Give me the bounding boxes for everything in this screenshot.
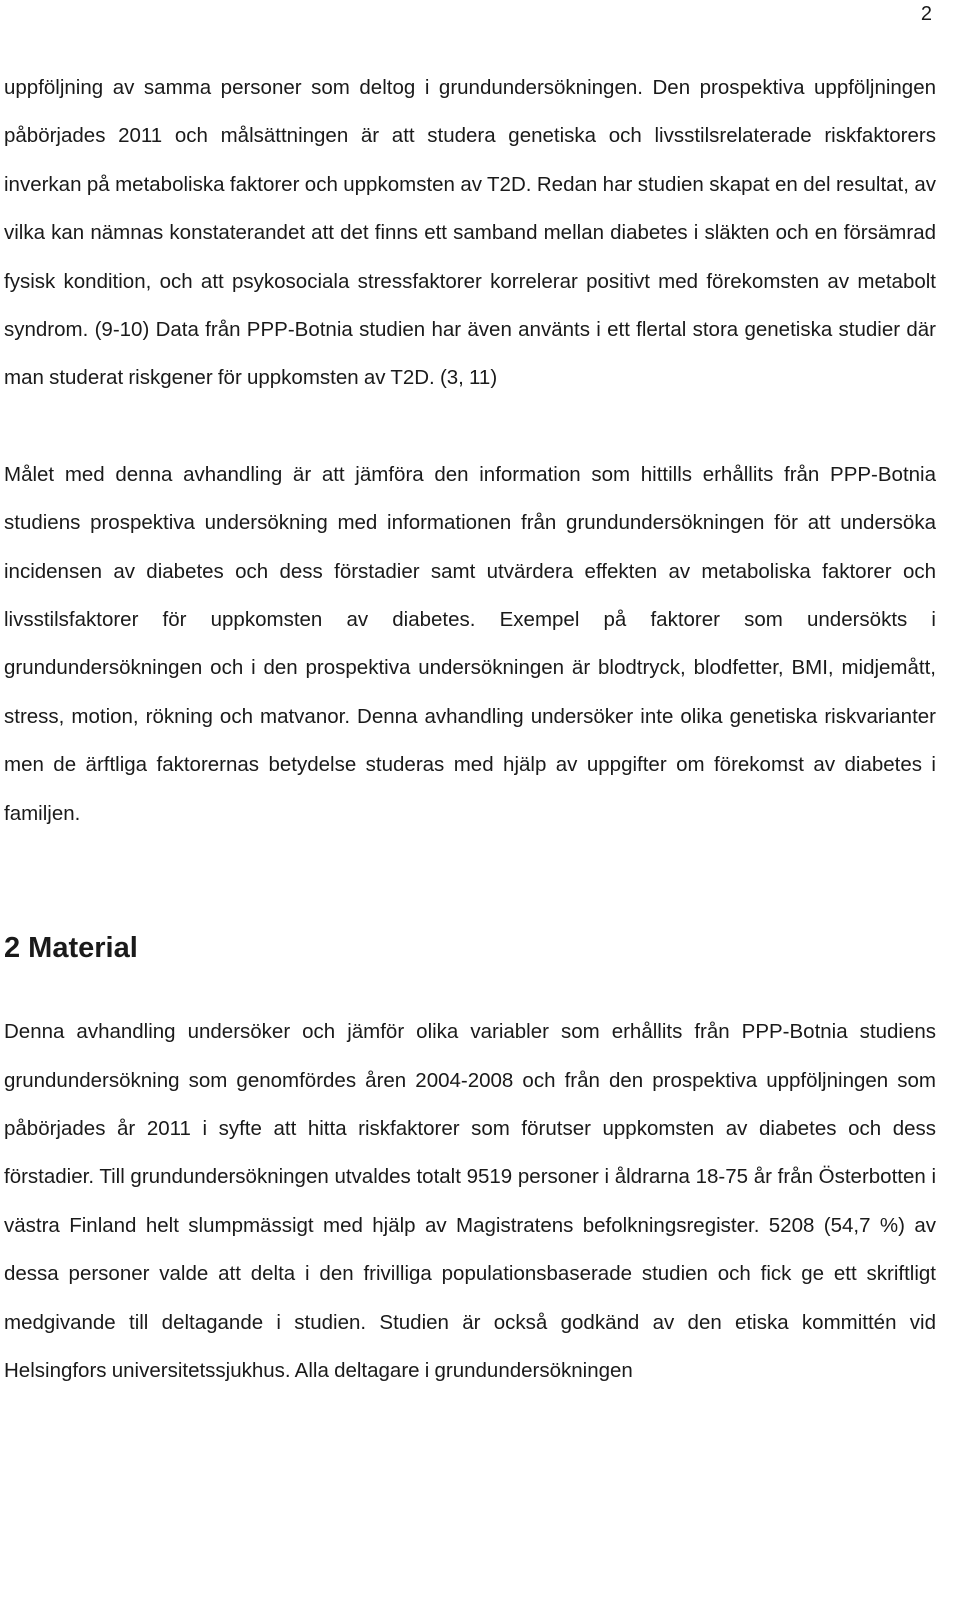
section-heading-material: 2 Material bbox=[4, 932, 138, 965]
document-body bbox=[4, 64, 936, 1395]
paragraph-study-background: uppföljning av samma personer som deltog i grundundersökningen. Den prospektiva uppföljningen påbörjades 2011 och målsättningen är att studera genetiska och livsstilsrelaterade riskfaktorers inverkan på metaboliska faktorer och uppkomsten av T2D. Redan har studien skapat en del resultat, av vilka kan nämnas konstaterandet att det finns ett samband mellan diabetes i släkten och en försämrad fysisk kondition, och att psykosociala stressfaktorer korrelerar positivt med förekomsten av metabolt syndrom. (9-10) Data från PPP-Botnia studien har även använts i ett flertal stora genetiska studier där man studerat riskgener för uppkomsten av T2D. (3, 11) bbox=[4, 76, 936, 390]
page-number: 2 bbox=[920, 3, 932, 25]
paragraph-material-description: Denna avhandling undersöker och jämför olika variabler som erhållits från PPP-Botnia studiens grundundersökning som genomfördes åren 2004-2008 och från den prospektiva uppföljningen som påbörjades år 2011 i syfte att hitta riskfaktorer som förutser uppkomsten av diabetes och dess förstadier. Till grundundersökningen utvaldes totalt 9519 personer i åldrarna 18-75 år från Österbotten i västra Finland helt slumpmässigt med hjälp av Magistratens befolkningsregister. 5208 (54,7 %) av dessa personer valde att delta i den frivilliga populationsbaserade studien och fick ge ett skriftligt medgivande till deltagande i studien. Studien är också godkänd av den etiska kommittén vid Helsingfors universitetssjukhus. Alla deltagare i grundundersökningen bbox=[4, 1020, 936, 1382]
paragraph-thesis-aim: Målet med denna avhandling är att jämföra den information som hittills erhållits från PPP-Botnia studiens prospektiva undersökning med informationen från grundundersökningen för att undersöka incidensen av diabetes och dess förstadier samt utvärdera effekten av metaboliska faktorer och livsstilsfaktorer för uppkomsten av diabetes. Exempel på faktorer som undersökts i grundundersökningen och i den prospektiva undersökningen är blodtryck, blodfetter, BMI, midjemått, stress, motion, rökning och matvanor. Denna avhandling undersöker inte olika genetiska riskvarianter men de ärftliga faktorernas betydelse studeras med hjälp av uppgifter om förekomst av diabetes i familjen. bbox=[4, 462, 936, 825]
